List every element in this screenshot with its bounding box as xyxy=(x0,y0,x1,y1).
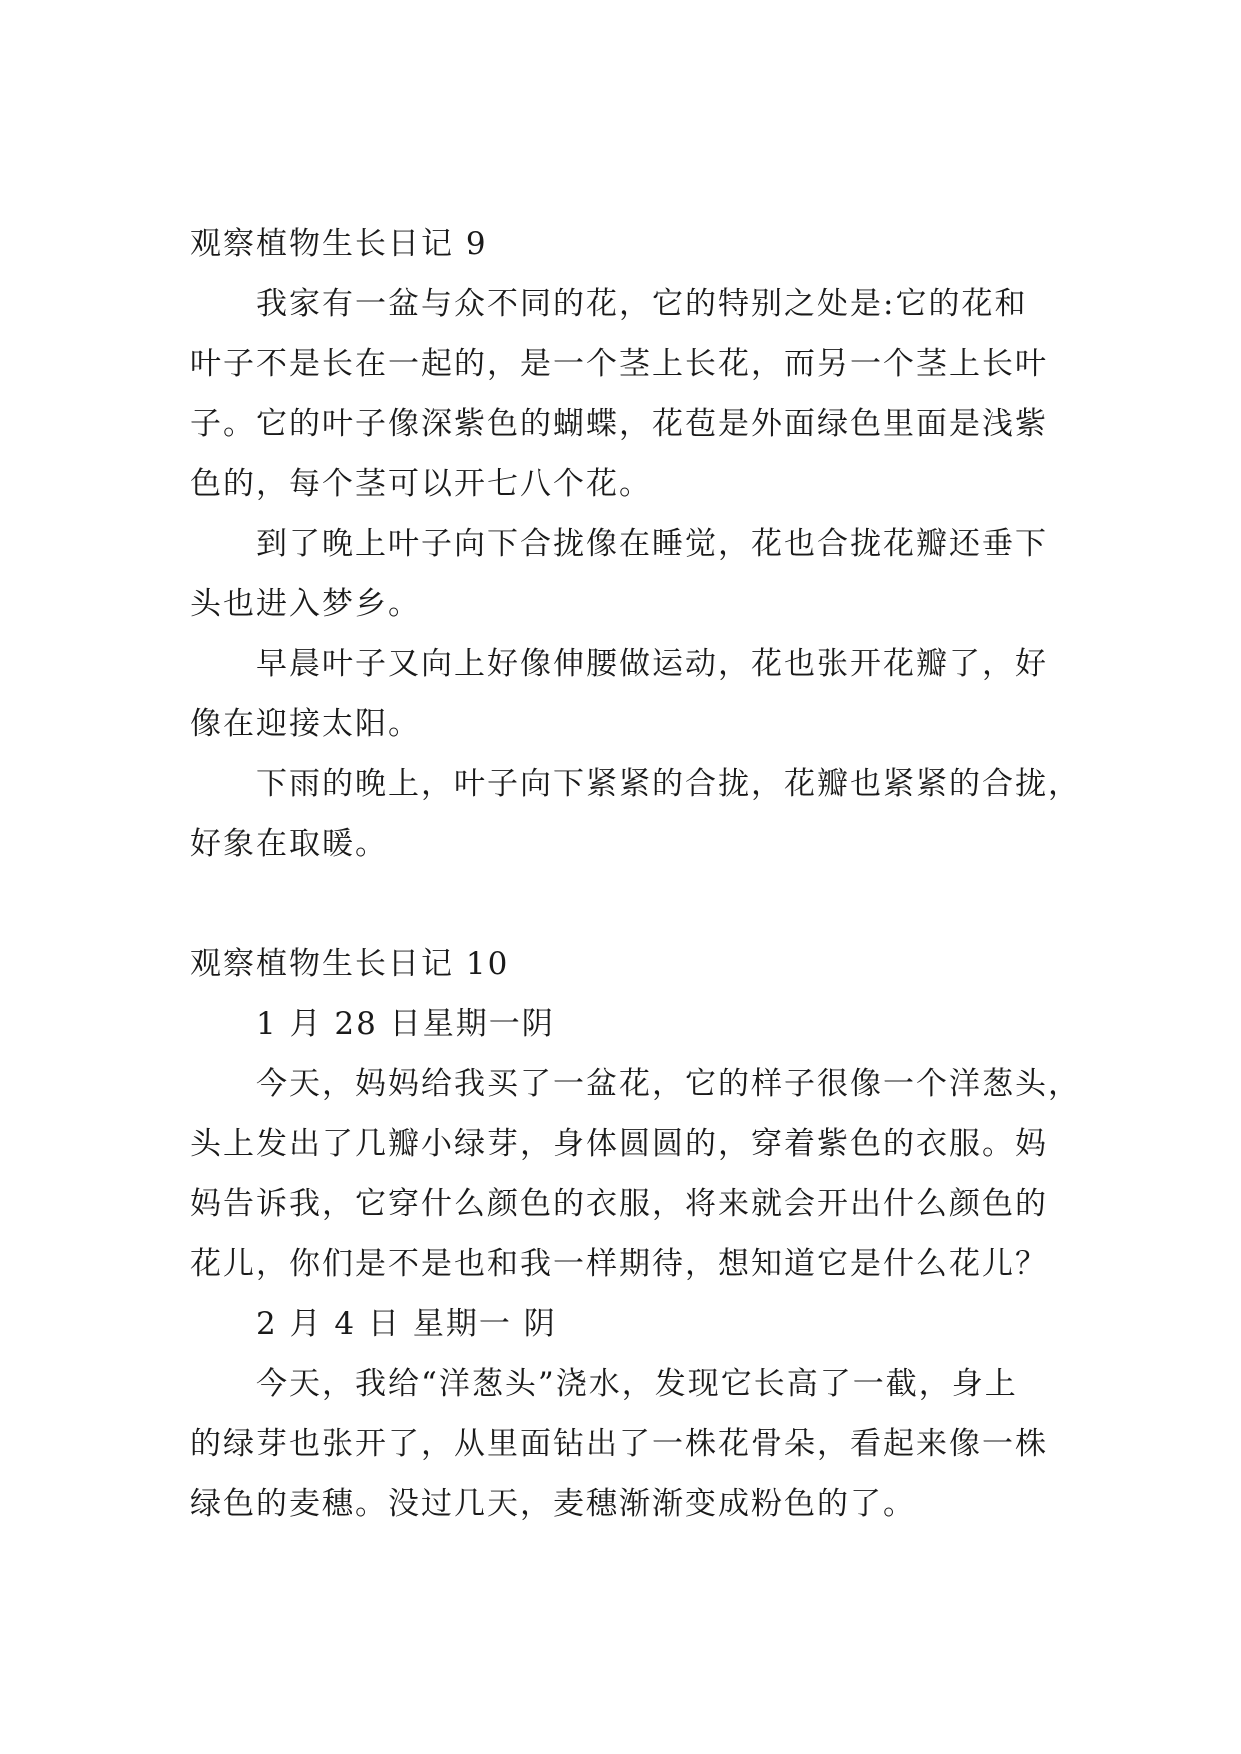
paragraph-line: 今天，我给“洋葱头”浇水，发现它长高了一截，身上 xyxy=(256,1366,1018,1402)
section-title: 观察植物生长日记 10 xyxy=(190,946,510,982)
paragraph-line: 到了晚上叶子向下合拢像在睡觉，花也合拢花瓣还垂下 xyxy=(256,526,1048,562)
date-line: 1 月 28 日星期一阴 xyxy=(256,1006,555,1042)
paragraph-line: 叶子不是长在一起的，是一个茎上长花，而另一个茎上长叶 xyxy=(190,346,1048,382)
paragraph-line: 我家有一盆与众不同的花，它的特别之处是:它的花和 xyxy=(256,286,1028,322)
paragraph-line: 头也进入梦乡。 xyxy=(190,586,421,622)
paragraph-line: 早晨叶子又向上好像伸腰做运动，花也张开花瓣了，好 xyxy=(256,646,1048,682)
paragraph-line: 好象在取暖。 xyxy=(190,826,388,862)
date-line: 2 月 4 日 星期一 阴 xyxy=(256,1306,557,1342)
paragraph-line: 花儿，你们是不是也和我一样期待，想知道它是什么花儿？ xyxy=(190,1246,1048,1282)
paragraph-line: 头上发出了几瓣小绿芽，身体圆圆的，穿着紫色的衣服。妈 xyxy=(190,1126,1048,1162)
section-title: 观察植物生长日记 9 xyxy=(190,226,488,262)
paragraph-line: 的绿芽也张开了，从里面钻出了一株花骨朵，看起来像一株 xyxy=(190,1426,1048,1462)
paragraph-line: 子。它的叶子像深紫色的蝴蝶，花苞是外面绿色里面是浅紫 xyxy=(190,406,1048,442)
paragraph-line: 色的，每个茎可以开七八个花。 xyxy=(190,466,652,502)
paragraph-line: 今天，妈妈给我买了一盆花，它的样子很像一个洋葱头， xyxy=(256,1066,1081,1102)
paragraph-line: 像在迎接太阳。 xyxy=(190,706,421,742)
paragraph-line: 下雨的晚上，叶子向下紧紧的合拢，花瓣也紧紧的合拢， xyxy=(256,766,1081,802)
paragraph-line: 绿色的麦穗。没过几天，麦穗渐渐变成粉色的了。 xyxy=(190,1486,916,1522)
paragraph-line: 妈告诉我，它穿什么颜色的衣服，将来就会开出什么颜色的 xyxy=(190,1186,1048,1222)
